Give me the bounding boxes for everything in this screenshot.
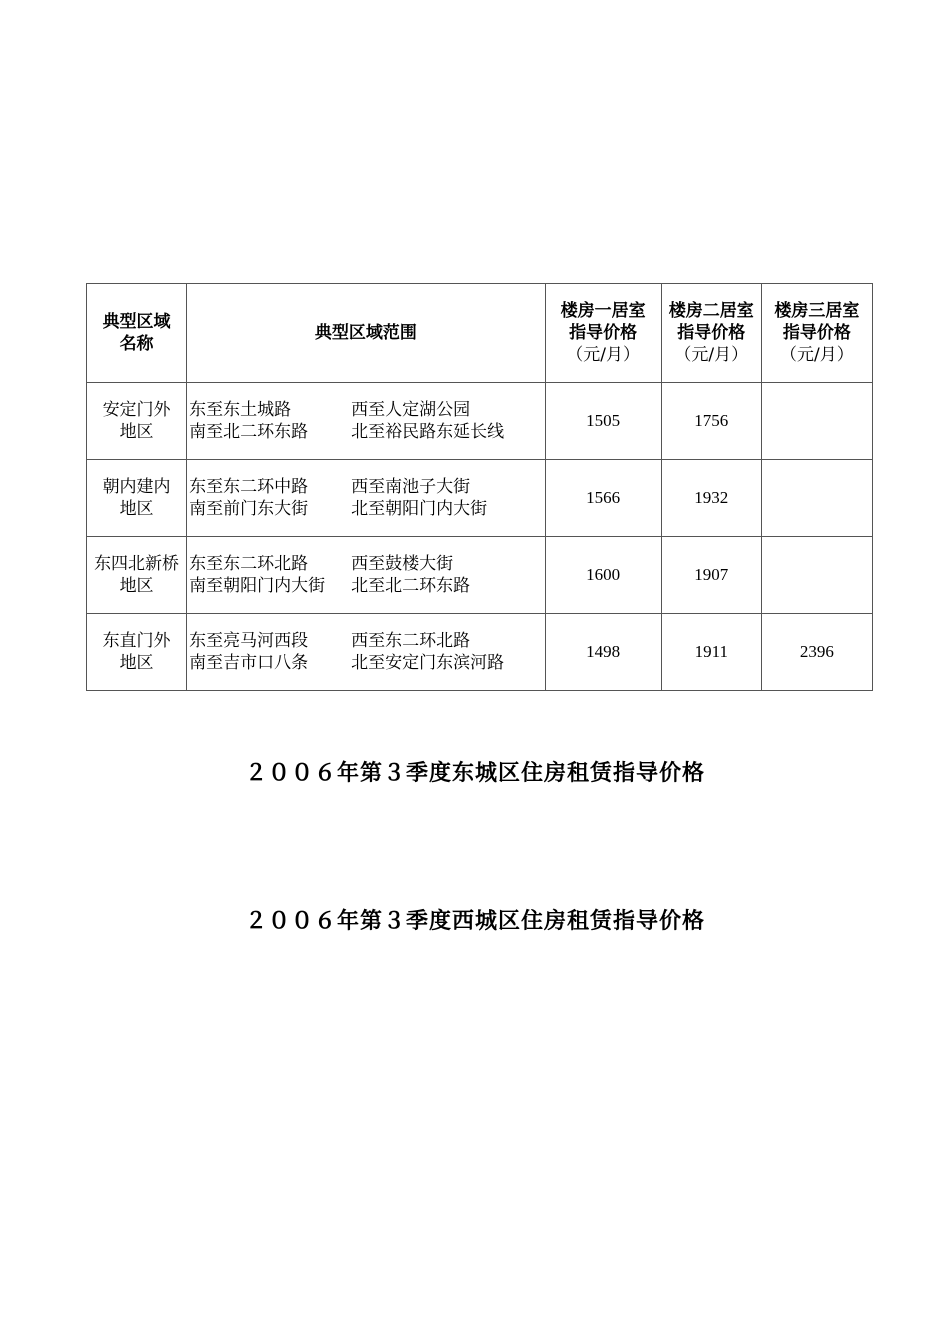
range-line: 南至吉市口八条 北至安定门东滨河路 — [189, 653, 505, 673]
range-line: 东至亮马河西段 西至东二环北路 — [189, 631, 471, 651]
header-two-bedroom: 楼房二居室 指导价格 （元/月） — [661, 284, 761, 383]
header-one-bedroom: 楼房一居室 指导价格 （元/月） — [545, 284, 661, 383]
heading-xicheng-rent-guide: ２００６年第３季度西城区住房租赁指导价格 — [244, 909, 705, 934]
table-row — [87, 383, 873, 460]
heading-dongcheng-rent-guide: ２００６年第３季度东城区住房租赁指导价格 — [244, 761, 705, 786]
area-range-cell — [187, 460, 545, 537]
one-bedroom-price: 1566 — [545, 460, 661, 537]
area-range-cell — [187, 383, 545, 460]
range-line: 东至东二环北路 西至鼓楼大街 — [189, 554, 454, 574]
table-row — [87, 460, 873, 537]
one-bedroom-price: 1600 — [545, 537, 661, 614]
header-three-bedroom: 楼房三居室 指导价格 （元/月） — [761, 284, 872, 383]
range-line: 南至朝阳门内大街 北至北二环东路 — [189, 576, 471, 596]
area-name-cell: 东四北新桥 地区 — [87, 537, 187, 614]
area-name-cell: 东直门外 地区 — [87, 614, 187, 691]
header-area-range: 典型区域范围 — [187, 284, 545, 383]
two-bedroom-price: 1756 — [661, 383, 761, 460]
one-bedroom-price: 1498 — [545, 614, 661, 691]
table-header-row — [87, 284, 873, 383]
area-range-cell — [187, 537, 545, 614]
three-bedroom-price: 2396 — [761, 614, 872, 691]
two-bedroom-price: 1932 — [661, 460, 761, 537]
range-line: 南至北二环东路 北至裕民路东延长线 — [189, 422, 505, 442]
rent-price-table — [86, 283, 873, 691]
two-bedroom-price: 1911 — [661, 614, 761, 691]
table-row — [87, 614, 873, 691]
two-bedroom-price: 1907 — [661, 537, 761, 614]
range-line: 东至东二环中路 西至南池子大街 — [189, 477, 471, 497]
three-bedroom-price — [761, 383, 872, 460]
area-name-cell: 朝内建内 地区 — [87, 460, 187, 537]
table-row — [87, 537, 873, 614]
range-line: 南至前门东大街 北至朝阳门内大街 — [189, 499, 488, 519]
one-bedroom-price: 1505 — [545, 383, 661, 460]
area-range-cell — [187, 614, 545, 691]
area-name-cell: 安定门外 地区 — [87, 383, 187, 460]
range-line: 东至东土城路 西至人定湖公园 — [189, 400, 471, 420]
three-bedroom-price — [761, 537, 872, 614]
header-area-name: 典型区域 名称 — [87, 284, 187, 383]
three-bedroom-price — [761, 460, 872, 537]
